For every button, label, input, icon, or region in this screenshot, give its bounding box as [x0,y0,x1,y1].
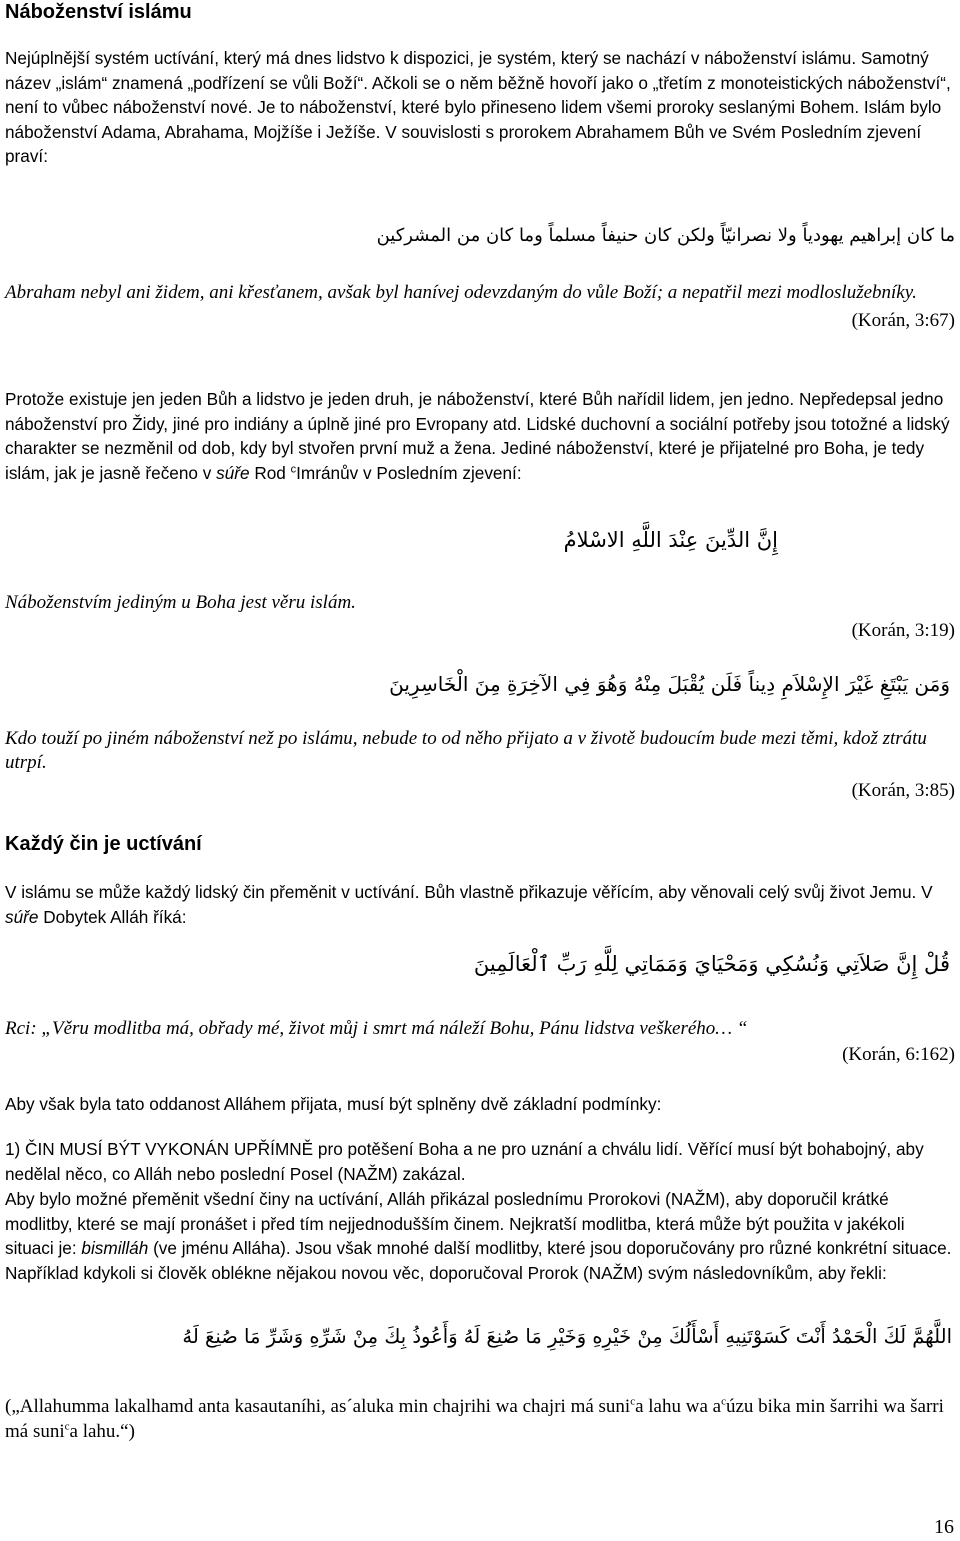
paragraph-one-religion-text: Protože existuje jen jeden Bůh a lidstvo je jeden druh, je náboženství, které Bůh nařídil lidem, jen jedno. Nepředepsal jedno náboženství pro Židy, jiné pro indiány a úplně jiné pro Evropany atd. Lidské duchovní a sociální potřeby jsou totožné a lidský charakter se nezměnil od dob, kdy byl stvořen první muž a žena. Jediné náboženství, které je přijatelné pro Boha, je tedy islám, jak je jasně řečeno v [5,389,950,483]
arabic-verse-6-162: قُلْ إِنَّ صَلاَتِي وَنُسُكِي وَمَحْيَايَ وَمَمَاتِي لِلَّهِ رَبِّ ٱلْعَالَمِينَ [473,952,950,976]
transliteration-sup-1: c [630,1395,636,1408]
transliteration-sup-3: c [64,1420,70,1433]
sura-name-start: Rod [249,462,291,483]
transliteration [5,1394,955,1444]
transliteration-part-2: a lahu wa a [635,1396,722,1417]
translation-3-19: Náboženstvím jediným u Boha jest věru islám. [5,592,356,613]
bismillah-word: bismilláh [81,1238,149,1259]
page-title: Náboženství islámu [5,1,192,23]
paragraph-worship [5,880,955,929]
reference-3-19: (Korán, 3:19) [851,620,955,641]
translation-3-67: Abraham nebyl ani židem, ani křesťanem, avšak byl hanívej odevzdaným do vůle Boží; a nepatřil mezi modloslužebníky. [5,282,917,303]
translation-3-85: Kdo touží po jiném náboženství než po islámu, nebude to od něho přijato a v životě budoucím bude mezi těmi, kdož ztrátu utrpí. [5,728,927,773]
reference-3-67: (Korán, 3:67) [851,310,955,331]
transliteration-part-3: úzu bika min šarrihi wa šarri má suni [5,1396,944,1442]
sura-name-end: Imránův v Posledním zjevení: [296,462,522,483]
ayn-superscript: c [290,463,297,476]
intro-paragraph: Nejúplnější systém uctívání, který má dnes lidstvo k dispozici, je systém, který se nachází v náboženství islámu. Samotný název „islám“ znamená „podřízení se vůli Boží“. Ačkoli se o něm běžně hovoří jako o „třetím z monoteistických náboženství“, není to vůbec náboženství nové. Je to náboženství, které bylo přineseno lidem všemi proroky seslanými Bohem. Islám bylo náboženství Adama, Abrahama, Mojžíše i Ježíše. V souvislosti s prorokem Abrahamem Bůh ve Svém Posledním zjevení praví: [5,48,951,167]
arabic-verse-3-19: إِنَّ الدِّينَ عِنْدَ اللَّهِ الاسْلامُ [563,528,778,552]
reference-6-162: (Korán, 6:162) [842,1044,955,1065]
arabic-verse-3-67: ما كان إبراهيم يهودياً ولا نصرانيّاً ولكن كان حنيفاً مسلماً وما كان من المشركين [376,225,955,246]
paragraph-one-religion [5,387,955,485]
sura-word-2: súře [5,906,39,927]
section-heading-worship: Každý čin je uctívání [5,833,202,855]
arabic-clothing-prayer: اللَّهُمَّ لَكَ الْحَمْدُ أَنْتَ كَسَوْتَنِيهِ أَسْأَلُكَ مِنْ خَيْرِهِ وَخَيْرِ مَا صُنِعَ لَهُ وَأَعُوذُ بِكَ مِنْ شَرِّهِ وَشَرِّ مَا صُنِعَ لَهُ [182,1325,952,1348]
transliteration-sup-2: c [721,1395,726,1408]
translation-6-162: Rci: „Věru modlitba má, obřady mé, život můj i smrt má náleží Bohu, Pánu lidstva veškerého… “ [5,1018,748,1039]
paragraph-prayers [5,1187,955,1285]
paragraph-worship-text: V islámu se může každý lidský čin přeměnit v uctívání. Bůh vlastně přikazuje věřícím, aby věnovali celý svůj život Jemu. V [5,882,933,902]
paragraph-prayers-end: (ve jménu Alláha). Jsou však mnohé další modlitby, které jsou doporučovány pro různé konkrétní situace. Například kdykoli si člověk oblékne nějakou novou věc, doporučoval Prorok (NAŽM) svým následovníkům, aby řekli: [5,1238,952,1283]
paragraph-prayers-text: Aby bylo možné přeměnit všední činy na uctívání, Alláh přikázal poslednímu Prorokovi (NAŽM), aby doporučil krátké modlitby, které se mají pronášet i před tím nejjednodušším činem. Nejkratší modlitba, která může být použita v jakékoli situaci je: [5,1189,905,1259]
paragraph-conditions: Aby však byla tato oddanost Alláhem přijata, musí být splněny dvě základní podmínky: [5,1094,662,1114]
arabic-verse-3-85: وَمَن يَبْتَغِ غَيْرَ الإِسْلاَمِ دِيناً فَلَن يُقْبَلَ مِنْهُ وَهُوَ فِي الآخِرَةِ مِنَ الْخَاسِرِينَ [389,672,950,696]
sura-word: súře [216,462,250,483]
condition-one: 1) ČIN MUSÍ BÝT VYKONÁN UPŘÍMNĚ pro potěšení Boha a ne pro uznání a chválu lidí. Věřící musí být bohabojný, aby nedělal něco, co Alláh nebo poslední Posel (NAŽM) zakázal. [5,1139,924,1184]
transliteration-part-1: („Allahumma lakalhamd anta kasautaníhi, as´aluka min chajrihi wa chajri má suni [5,1396,631,1417]
reference-3-85: (Korán, 3:85) [851,780,955,801]
paragraph-worship-end: Dobytek Alláh říká: [38,906,187,927]
transliteration-part-4: a lahu.“) [69,1421,135,1442]
page-number: 16 [934,1516,954,1538]
